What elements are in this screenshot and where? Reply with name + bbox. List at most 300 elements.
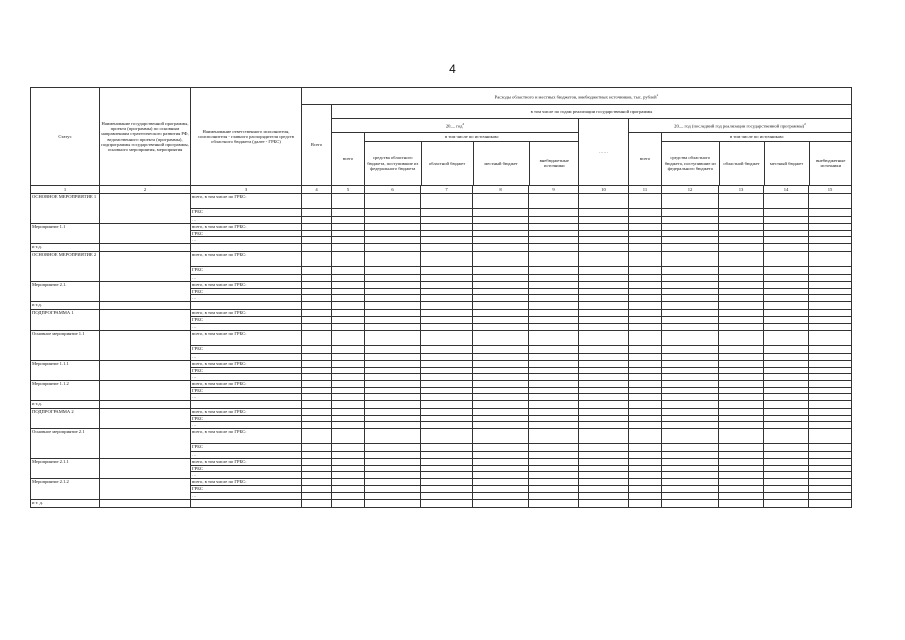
column-number-row xyxy=(31,186,852,194)
value-cell xyxy=(529,373,579,380)
header-first-extrabudget: внебюджетные источники xyxy=(539,158,569,169)
value-cell xyxy=(579,492,629,499)
value-cell xyxy=(719,472,764,479)
value-cell xyxy=(719,360,764,367)
value-cell xyxy=(473,267,529,275)
row-program-name xyxy=(100,194,191,224)
header-last-sources xyxy=(662,133,852,186)
value-cell xyxy=(421,409,473,416)
value-cell xyxy=(719,217,764,224)
header-expenses-title: Расходы областного и местных бюджетов, внебюджетных источников, тыс. рублей xyxy=(494,94,657,100)
value-cell xyxy=(302,252,332,267)
value-cell xyxy=(579,429,629,444)
value-cell xyxy=(332,224,365,231)
value-cell xyxy=(629,224,662,231)
header-year-first xyxy=(332,119,579,133)
row-status: ПОДПРОГРАММА 2 xyxy=(31,409,100,429)
value-cell xyxy=(421,459,473,466)
row-program-name xyxy=(100,282,191,302)
value-cell xyxy=(629,267,662,275)
value-cell xyxy=(365,394,421,401)
header-year-last-footnote: 2 xyxy=(804,122,806,127)
value-cell xyxy=(365,209,421,217)
value-cell xyxy=(473,479,529,486)
value-cell xyxy=(302,401,332,409)
value-cell xyxy=(662,394,719,401)
value-cell xyxy=(809,472,852,479)
value-cell xyxy=(421,237,473,244)
value-cell xyxy=(332,499,365,507)
value-cell xyxy=(302,295,332,302)
value-cell xyxy=(100,401,191,409)
row-program-name xyxy=(100,380,191,400)
value-cell xyxy=(473,401,529,409)
value-cell xyxy=(809,429,852,444)
value-cell xyxy=(579,275,629,282)
value-cell xyxy=(579,380,629,387)
value-cell xyxy=(809,409,852,416)
value-cell xyxy=(662,479,719,486)
value-cell xyxy=(529,459,579,466)
value-cell xyxy=(421,275,473,282)
value-cell xyxy=(719,330,764,345)
value-cell xyxy=(662,267,719,275)
row-status: Мероприятие 1.1.2 xyxy=(31,380,100,400)
value-cell xyxy=(302,492,332,499)
value-cell xyxy=(529,302,579,310)
value-cell xyxy=(662,330,719,345)
value-cell xyxy=(529,380,579,387)
value-cell xyxy=(764,330,809,345)
value-cell xyxy=(719,323,764,330)
value-cell xyxy=(629,282,662,289)
row-status: Основное мероприятие 1.1 xyxy=(31,330,100,360)
value-cell xyxy=(365,194,421,209)
table-row xyxy=(31,302,852,310)
value-cell xyxy=(662,310,719,317)
value-cell xyxy=(764,302,809,310)
value-cell xyxy=(365,401,421,409)
value-cell xyxy=(719,479,764,486)
value-cell xyxy=(332,472,365,479)
header-last-local: местный бюджет xyxy=(764,141,809,185)
table-header xyxy=(31,88,852,194)
value-cell xyxy=(809,422,852,429)
value-cell xyxy=(579,353,629,360)
value-cell xyxy=(662,217,719,224)
value-cell xyxy=(365,282,421,289)
value-cell xyxy=(302,310,332,317)
column-number: 10 xyxy=(579,186,629,194)
value-cell xyxy=(764,252,809,267)
value-cell xyxy=(365,330,421,345)
value-cell xyxy=(473,252,529,267)
value-cell xyxy=(662,409,719,416)
row-status: и т. д. xyxy=(31,499,100,507)
value-cell xyxy=(764,499,809,507)
value-cell xyxy=(529,252,579,267)
budget-table xyxy=(30,87,852,508)
row-total-grbs: всего, в том числе по ГРБС: xyxy=(191,224,302,231)
value-cell xyxy=(529,499,579,507)
value-cell xyxy=(719,275,764,282)
row-total-grbs: всего, в том числе по ГРБС: xyxy=(191,360,302,367)
table-row xyxy=(31,224,852,231)
value-cell xyxy=(764,422,809,429)
row-grbs: ГРБС xyxy=(191,289,302,295)
value-cell xyxy=(764,409,809,416)
value-cell xyxy=(365,492,421,499)
value-cell xyxy=(191,302,302,310)
table-body xyxy=(31,194,852,508)
header-total: Всего xyxy=(302,105,332,186)
value-cell xyxy=(302,353,332,360)
header-first-local: местный бюджет xyxy=(473,141,529,185)
value-cell xyxy=(473,237,529,244)
row-grbs: ГРБС xyxy=(191,387,302,393)
table-row xyxy=(31,244,852,252)
value-cell xyxy=(809,267,852,275)
row-status: и т.д. xyxy=(31,302,100,310)
value-cell xyxy=(302,452,332,459)
row-grbs: ГРБС xyxy=(191,416,302,422)
value-cell xyxy=(332,252,365,267)
value-cell xyxy=(365,275,421,282)
value-cell xyxy=(629,479,662,486)
value-cell xyxy=(421,401,473,409)
value-cell xyxy=(719,409,764,416)
value-cell xyxy=(332,323,365,330)
row-ellipsis: … xyxy=(191,373,302,380)
value-cell xyxy=(365,452,421,459)
value-cell xyxy=(629,401,662,409)
value-cell xyxy=(809,459,852,466)
value-cell xyxy=(719,394,764,401)
value-cell xyxy=(302,459,332,466)
column-number: 9 xyxy=(529,186,579,194)
row-ellipsis: … xyxy=(191,422,302,429)
value-cell xyxy=(302,217,332,224)
value-cell xyxy=(473,422,529,429)
value-cell xyxy=(473,373,529,380)
row-grbs: ГРБС xyxy=(191,267,302,275)
value-cell xyxy=(302,444,332,452)
row-status: Мероприятие 2.1.2 xyxy=(31,479,100,499)
value-cell xyxy=(662,472,719,479)
value-cell xyxy=(662,282,719,289)
value-cell xyxy=(809,345,852,353)
value-cell xyxy=(764,492,809,499)
row-status: ПОДПРОГРАММА 1 xyxy=(31,310,100,330)
value-cell xyxy=(302,394,332,401)
column-number: 1 xyxy=(31,186,100,194)
value-cell xyxy=(332,302,365,310)
value-cell xyxy=(473,302,529,310)
value-cell xyxy=(529,360,579,367)
row-ellipsis: … xyxy=(191,353,302,360)
header-year-last xyxy=(629,119,852,133)
value-cell xyxy=(809,373,852,380)
value-cell xyxy=(473,353,529,360)
value-cell xyxy=(332,409,365,416)
column-number: 15 xyxy=(809,186,852,194)
value-cell xyxy=(473,323,529,330)
row-status: и т.д. xyxy=(31,244,100,252)
value-cell xyxy=(473,310,529,317)
value-cell xyxy=(629,310,662,317)
value-cell xyxy=(529,267,579,275)
value-cell xyxy=(764,237,809,244)
value-cell xyxy=(332,479,365,486)
value-cell xyxy=(809,444,852,452)
value-cell xyxy=(579,373,629,380)
value-cell xyxy=(365,472,421,479)
row-grbs: ГРБС xyxy=(191,317,302,323)
page-number: 4 xyxy=(449,62,456,76)
value-cell xyxy=(579,394,629,401)
value-cell xyxy=(302,409,332,416)
value-cell xyxy=(629,275,662,282)
value-cell xyxy=(662,492,719,499)
row-status: ОСНОВНОЕ МЕРОПРИЯТИЕ 1 xyxy=(31,194,100,224)
value-cell xyxy=(719,224,764,231)
value-cell xyxy=(473,444,529,452)
value-cell xyxy=(809,194,852,209)
value-cell xyxy=(365,409,421,416)
value-cell xyxy=(662,237,719,244)
table-row xyxy=(31,310,852,317)
value-cell xyxy=(421,217,473,224)
row-ellipsis: … xyxy=(191,452,302,459)
value-cell xyxy=(473,360,529,367)
value-cell xyxy=(719,459,764,466)
value-cell xyxy=(473,429,529,444)
value-cell xyxy=(365,422,421,429)
row-ellipsis: … xyxy=(191,275,302,282)
value-cell xyxy=(629,452,662,459)
value-cell xyxy=(473,295,529,302)
value-cell xyxy=(809,353,852,360)
value-cell xyxy=(529,444,579,452)
value-cell xyxy=(629,209,662,217)
column-number: 6 xyxy=(365,186,421,194)
row-program-name xyxy=(100,459,191,479)
column-number: 11 xyxy=(629,186,662,194)
header-last-total: всего xyxy=(629,133,662,186)
value-cell xyxy=(365,224,421,231)
value-cell xyxy=(809,244,852,252)
value-cell xyxy=(809,295,852,302)
row-grbs: ГРБС xyxy=(191,209,302,217)
table-row xyxy=(31,459,852,466)
row-total-grbs: всего, в том числе по ГРБС: xyxy=(191,409,302,416)
value-cell xyxy=(662,452,719,459)
value-cell xyxy=(579,444,629,452)
value-cell xyxy=(662,295,719,302)
value-cell xyxy=(662,380,719,387)
value-cell xyxy=(421,444,473,452)
value-cell xyxy=(579,479,629,486)
value-cell xyxy=(579,330,629,345)
value-cell xyxy=(473,275,529,282)
value-cell xyxy=(365,380,421,387)
value-cell xyxy=(719,492,764,499)
value-cell xyxy=(764,401,809,409)
value-cell xyxy=(579,209,629,217)
value-cell xyxy=(809,499,852,507)
value-cell xyxy=(629,499,662,507)
value-cell xyxy=(332,267,365,275)
value-cell xyxy=(579,237,629,244)
header-first-by-sources: в том числе по источникам: xyxy=(365,133,579,141)
column-number: 5 xyxy=(332,186,365,194)
value-cell xyxy=(302,194,332,209)
table-row xyxy=(31,330,852,345)
row-total-grbs: всего, в том числе по ГРБС: xyxy=(191,194,302,209)
header-expenses-footnote: 1 xyxy=(656,92,659,97)
value-cell xyxy=(809,452,852,459)
value-cell xyxy=(719,282,764,289)
value-cell xyxy=(302,360,332,367)
value-cell xyxy=(719,345,764,353)
value-cell xyxy=(529,479,579,486)
column-number: 7 xyxy=(421,186,473,194)
value-cell xyxy=(764,194,809,209)
value-cell xyxy=(529,452,579,459)
row-grbs: ГРБС xyxy=(191,345,302,353)
row-status: и т.д. xyxy=(31,401,100,409)
value-cell xyxy=(421,373,473,380)
column-number: 4 xyxy=(302,186,332,194)
row-ellipsis: … xyxy=(191,492,302,499)
value-cell xyxy=(421,224,473,231)
value-cell xyxy=(809,275,852,282)
value-cell xyxy=(662,252,719,267)
table-row xyxy=(31,409,852,416)
value-cell xyxy=(662,459,719,466)
value-cell xyxy=(529,394,579,401)
value-cell xyxy=(473,472,529,479)
value-cell xyxy=(421,282,473,289)
row-status: Мероприятие 1.1 xyxy=(31,224,100,244)
row-status: ОСНОВНОЕ МЕРОПРИЯТИЕ 2 xyxy=(31,252,100,282)
value-cell xyxy=(302,323,332,330)
table-row xyxy=(31,194,852,209)
value-cell xyxy=(421,492,473,499)
value-cell xyxy=(365,237,421,244)
header-program-name: Наименование государственной программы, проекта (программы) по основным направлениям стратегического развития РФ, ведомственного проекта (программы), подпрограммы государственной программы, основного мероприятия, мероприятия xyxy=(100,88,191,186)
value-cell xyxy=(764,310,809,317)
value-cell xyxy=(809,394,852,401)
value-cell xyxy=(662,444,719,452)
value-cell xyxy=(473,330,529,345)
value-cell xyxy=(764,429,809,444)
row-grbs: ГРБС xyxy=(191,444,302,452)
value-cell xyxy=(719,209,764,217)
value-cell xyxy=(579,472,629,479)
row-ellipsis: … xyxy=(191,323,302,330)
value-cell xyxy=(332,345,365,353)
value-cell xyxy=(421,310,473,317)
value-cell xyxy=(421,302,473,310)
value-cell xyxy=(579,422,629,429)
value-cell xyxy=(579,345,629,353)
value-cell xyxy=(332,360,365,367)
value-cell xyxy=(473,345,529,353)
value-cell xyxy=(421,360,473,367)
value-cell xyxy=(662,345,719,353)
value-cell xyxy=(302,373,332,380)
value-cell xyxy=(421,429,473,444)
value-cell xyxy=(809,252,852,267)
value-cell xyxy=(421,353,473,360)
row-status: Основное мероприятие 2.1 xyxy=(31,429,100,459)
value-cell xyxy=(365,267,421,275)
value-cell xyxy=(473,409,529,416)
value-cell xyxy=(332,444,365,452)
value-cell xyxy=(302,209,332,217)
value-cell xyxy=(365,252,421,267)
header-executor-name: Наименование ответственного исполнителя, соисполнителя - главного распорядителя средств областного бюджета (далее - ГРБС) xyxy=(191,88,302,186)
value-cell xyxy=(809,282,852,289)
value-cell xyxy=(662,422,719,429)
row-program-name xyxy=(100,224,191,244)
value-cell xyxy=(809,360,852,367)
value-cell xyxy=(421,472,473,479)
value-cell xyxy=(473,452,529,459)
value-cell xyxy=(579,452,629,459)
value-cell xyxy=(809,323,852,330)
value-cell xyxy=(662,499,719,507)
value-cell xyxy=(662,275,719,282)
value-cell xyxy=(809,492,852,499)
value-cell xyxy=(662,209,719,217)
row-program-name xyxy=(100,479,191,499)
column-number: 12 xyxy=(662,186,719,194)
value-cell xyxy=(302,282,332,289)
value-cell xyxy=(332,422,365,429)
value-cell xyxy=(529,224,579,231)
header-first-sources xyxy=(365,133,579,186)
table-row xyxy=(31,499,852,507)
value-cell xyxy=(421,452,473,459)
value-cell xyxy=(719,373,764,380)
value-cell xyxy=(579,244,629,252)
value-cell xyxy=(629,194,662,209)
value-cell xyxy=(529,209,579,217)
value-cell xyxy=(764,360,809,367)
value-cell xyxy=(629,360,662,367)
value-cell xyxy=(332,353,365,360)
value-cell xyxy=(332,429,365,444)
value-cell xyxy=(662,353,719,360)
row-program-name xyxy=(100,409,191,429)
value-cell xyxy=(421,252,473,267)
value-cell xyxy=(719,295,764,302)
value-cell xyxy=(629,330,662,345)
value-cell xyxy=(473,380,529,387)
value-cell xyxy=(332,217,365,224)
value-cell xyxy=(629,409,662,416)
header-year-first-label: 20__ год xyxy=(445,123,463,129)
row-ellipsis: … xyxy=(191,472,302,479)
column-number: 8 xyxy=(473,186,529,194)
table-row xyxy=(31,282,852,289)
value-cell xyxy=(764,459,809,466)
value-cell xyxy=(764,282,809,289)
value-cell xyxy=(529,345,579,353)
value-cell xyxy=(579,267,629,275)
